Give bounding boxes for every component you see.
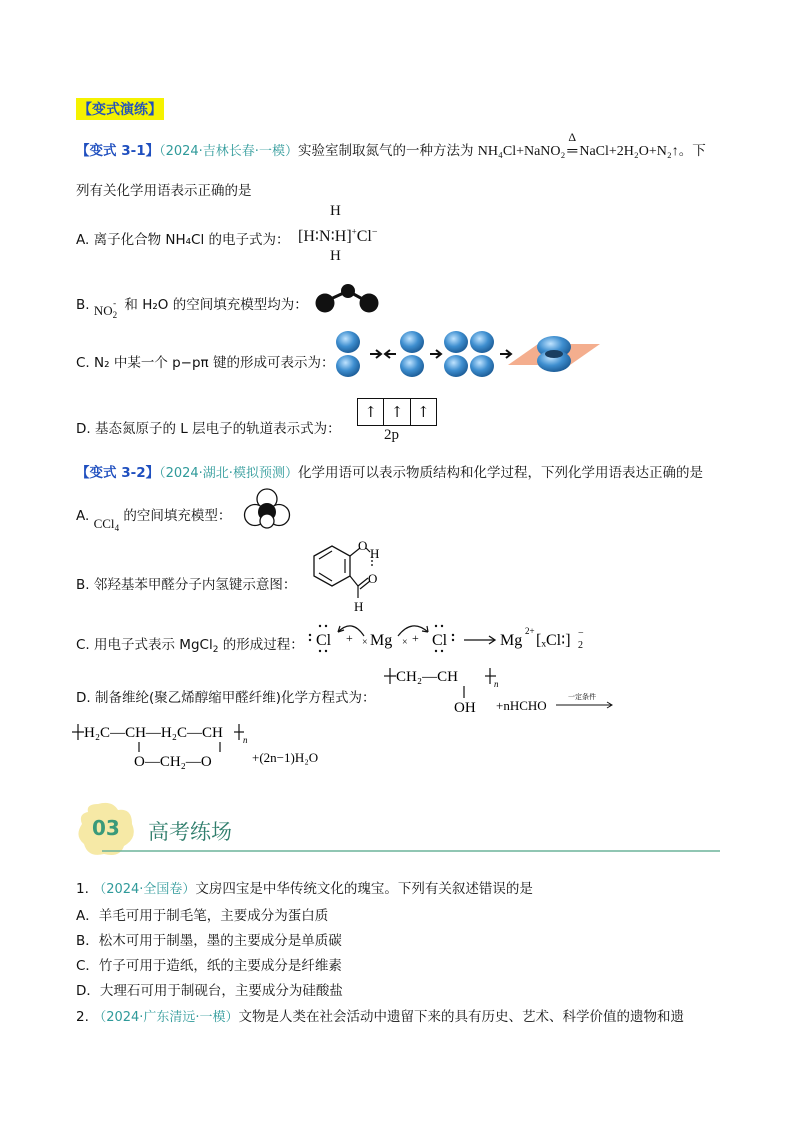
mg-ion: Mg bbox=[500, 632, 523, 649]
question-source: （2024·吉林长春·一模） bbox=[159, 144, 298, 159]
chlorine-atom-left: Cl bbox=[316, 632, 332, 649]
question-tag: 【变式 3-1】 bbox=[76, 143, 160, 159]
orbital-box-1: ↑ bbox=[358, 399, 384, 425]
hydroxyl-o: O bbox=[358, 538, 368, 553]
option-a bbox=[76, 504, 232, 533]
question-tag: 【变式 3-2】 bbox=[76, 465, 160, 481]
stem-end: 。下 bbox=[678, 143, 706, 159]
no2-formula: $NO_2^-$ bbox=[93, 298, 118, 320]
electron-formula-h-bottom: H bbox=[330, 248, 341, 264]
orbital-box-3: ↑ bbox=[417, 403, 430, 421]
question-3-1-line1 bbox=[76, 130, 706, 160]
question-stem: 文房四宝是中华传统文化的瑰宝。下列有关叙述错误的是 bbox=[195, 881, 533, 897]
option-label: A. bbox=[76, 508, 90, 524]
option-a bbox=[76, 228, 290, 248]
water-product: +(2n−1)H₂O bbox=[252, 750, 319, 765]
product-main-chain: H₂C—CH—H₂C—CH bbox=[84, 725, 223, 741]
option-text: 的空间填充模型： bbox=[119, 508, 232, 524]
p-orbital-overlap-diagram bbox=[330, 330, 610, 382]
option-label: B. bbox=[76, 577, 90, 593]
option-c bbox=[76, 351, 334, 371]
option-c bbox=[76, 633, 304, 653]
products: NaCl+2H₂O+N₂↑ bbox=[579, 144, 679, 159]
mg-ion-charge: 2+ bbox=[525, 626, 535, 636]
option-text: N₂ 中某一个 p−pπ 键的形成可表示为： bbox=[94, 355, 335, 371]
ammonium-formula: [H∶N∶H] bbox=[298, 228, 352, 245]
option-text: 制备维纶(聚乙烯醇缩甲醛纤维)化学方程式为： bbox=[94, 690, 376, 706]
aldehyde-h: H bbox=[354, 599, 364, 614]
product-ring: O—CH₂—O bbox=[134, 754, 212, 770]
question-1-option-c: C．竹子可用于造纸，纸的主要成分是纤维素 bbox=[76, 958, 342, 974]
reaction-condition: 一定条件 bbox=[568, 693, 596, 701]
option-label: C. bbox=[76, 355, 90, 371]
formaldehyde-reactant: +nHCHO bbox=[496, 698, 547, 713]
chloride-ion: [ₓCl∶] bbox=[536, 632, 571, 649]
plus-sign: + bbox=[346, 631, 353, 645]
option-label: C. bbox=[76, 637, 90, 653]
hydroxyl-h: H bbox=[370, 546, 380, 561]
question-1-option-a: A．羊毛可用于制毛笔，主要成分为蛋白质 bbox=[76, 908, 329, 924]
option-b bbox=[76, 573, 296, 593]
question-1-option-b: B．松木可用于制墨，墨的主要成分是单质碳 bbox=[76, 933, 342, 949]
svg-text:×: × bbox=[362, 637, 368, 648]
question-source: （2024·广东清远·一模） bbox=[93, 1010, 239, 1025]
electron-formula-nh4cl bbox=[298, 226, 378, 246]
chlorine-atom-right: Cl bbox=[432, 632, 448, 649]
option-label: D. bbox=[76, 690, 91, 706]
vinylon-product bbox=[72, 718, 372, 776]
option-text: 离子化合物 NH₄Cl 的电子式为： bbox=[93, 232, 290, 248]
ammonium-charge: + bbox=[351, 226, 357, 237]
option-label: B. bbox=[76, 297, 90, 313]
option-label: D. bbox=[76, 421, 91, 437]
orbital-diagram-2p bbox=[357, 398, 437, 426]
question-1-option-d: D．大理石可用于制砚台，主要成分为硅酸盐 bbox=[76, 983, 343, 999]
question-stem: 化学用语可以表示物质结构和化学过程，下列化学用语表达正确的是 bbox=[297, 465, 703, 481]
section-title: 高考练场 bbox=[148, 820, 232, 844]
question-stem: 文物是人类在社会活动中遗留下来的具有历史、艺术、科学价值的遗物和遗 bbox=[238, 1009, 685, 1025]
reactants: NH₄Cl+NaNO₂ bbox=[477, 144, 566, 159]
option-d bbox=[76, 686, 376, 706]
chloride-charge: − bbox=[371, 226, 378, 238]
option-text: 邻羟基苯甲醛分子内氢键示意图： bbox=[93, 577, 297, 593]
question-number: 1. bbox=[76, 881, 89, 897]
option-text: 和 H₂O 的空间填充模型均为： bbox=[120, 297, 308, 313]
space-filling-model-bent bbox=[312, 282, 382, 318]
option-text: 用电子式表示 MgCl bbox=[94, 637, 213, 653]
chloride-formula: Cl bbox=[356, 228, 372, 245]
orbital-box-2: ↑ bbox=[384, 399, 410, 425]
reaction-condition: Δ ═ bbox=[567, 130, 578, 159]
question-stem: 实验室制取氮气的一种方法为 bbox=[297, 143, 478, 159]
section-header: 【变式演练】 bbox=[76, 98, 164, 120]
chloride-charge: − bbox=[578, 628, 584, 639]
pva-repeat-unit: CH₂—CH bbox=[396, 669, 458, 685]
mgcl2-formation-diagram bbox=[306, 612, 596, 656]
option-text: 基态氮原子的 L 层电子的轨道表示式为： bbox=[94, 421, 341, 437]
carbonyl-o: O bbox=[368, 571, 378, 586]
question-3-2-stem bbox=[76, 461, 703, 481]
plus-sign: + bbox=[412, 631, 419, 645]
option-label: A. bbox=[76, 232, 90, 248]
option-b bbox=[76, 293, 308, 320]
option-text-end: 的形成过程： bbox=[218, 637, 304, 653]
question-source: （2024·湖北·模拟预测） bbox=[159, 466, 298, 481]
chloride-count: 2 bbox=[578, 640, 583, 651]
question-source: （2024·全国卷） bbox=[93, 882, 196, 897]
magnesium-atom: Mg bbox=[370, 632, 393, 649]
formula-subscript: 2 bbox=[212, 645, 219, 655]
question-3-1-line2: 列有关化学用语表示正确的是 bbox=[76, 183, 252, 199]
question-number: 2. bbox=[76, 1009, 89, 1025]
ccl4-space-filling-model bbox=[243, 488, 291, 528]
electron-formula-h-top: H bbox=[330, 203, 341, 219]
degree-n: n bbox=[494, 679, 499, 689]
question-2-stem bbox=[76, 1005, 684, 1025]
question-1-stem bbox=[76, 877, 533, 897]
polyvinyl-alcohol-reaction bbox=[378, 662, 628, 720]
degree-n: n bbox=[243, 735, 248, 745]
orbital-label-2p: 2p bbox=[384, 427, 399, 443]
ccl4-formula: CCl$_4$ bbox=[93, 516, 120, 533]
section-number: 03 bbox=[92, 816, 120, 840]
hydroxyl-group: OH bbox=[454, 700, 476, 716]
hydrogen-bond-diagram bbox=[300, 538, 390, 614]
svg-text:×: × bbox=[402, 637, 408, 648]
option-d bbox=[76, 417, 341, 437]
